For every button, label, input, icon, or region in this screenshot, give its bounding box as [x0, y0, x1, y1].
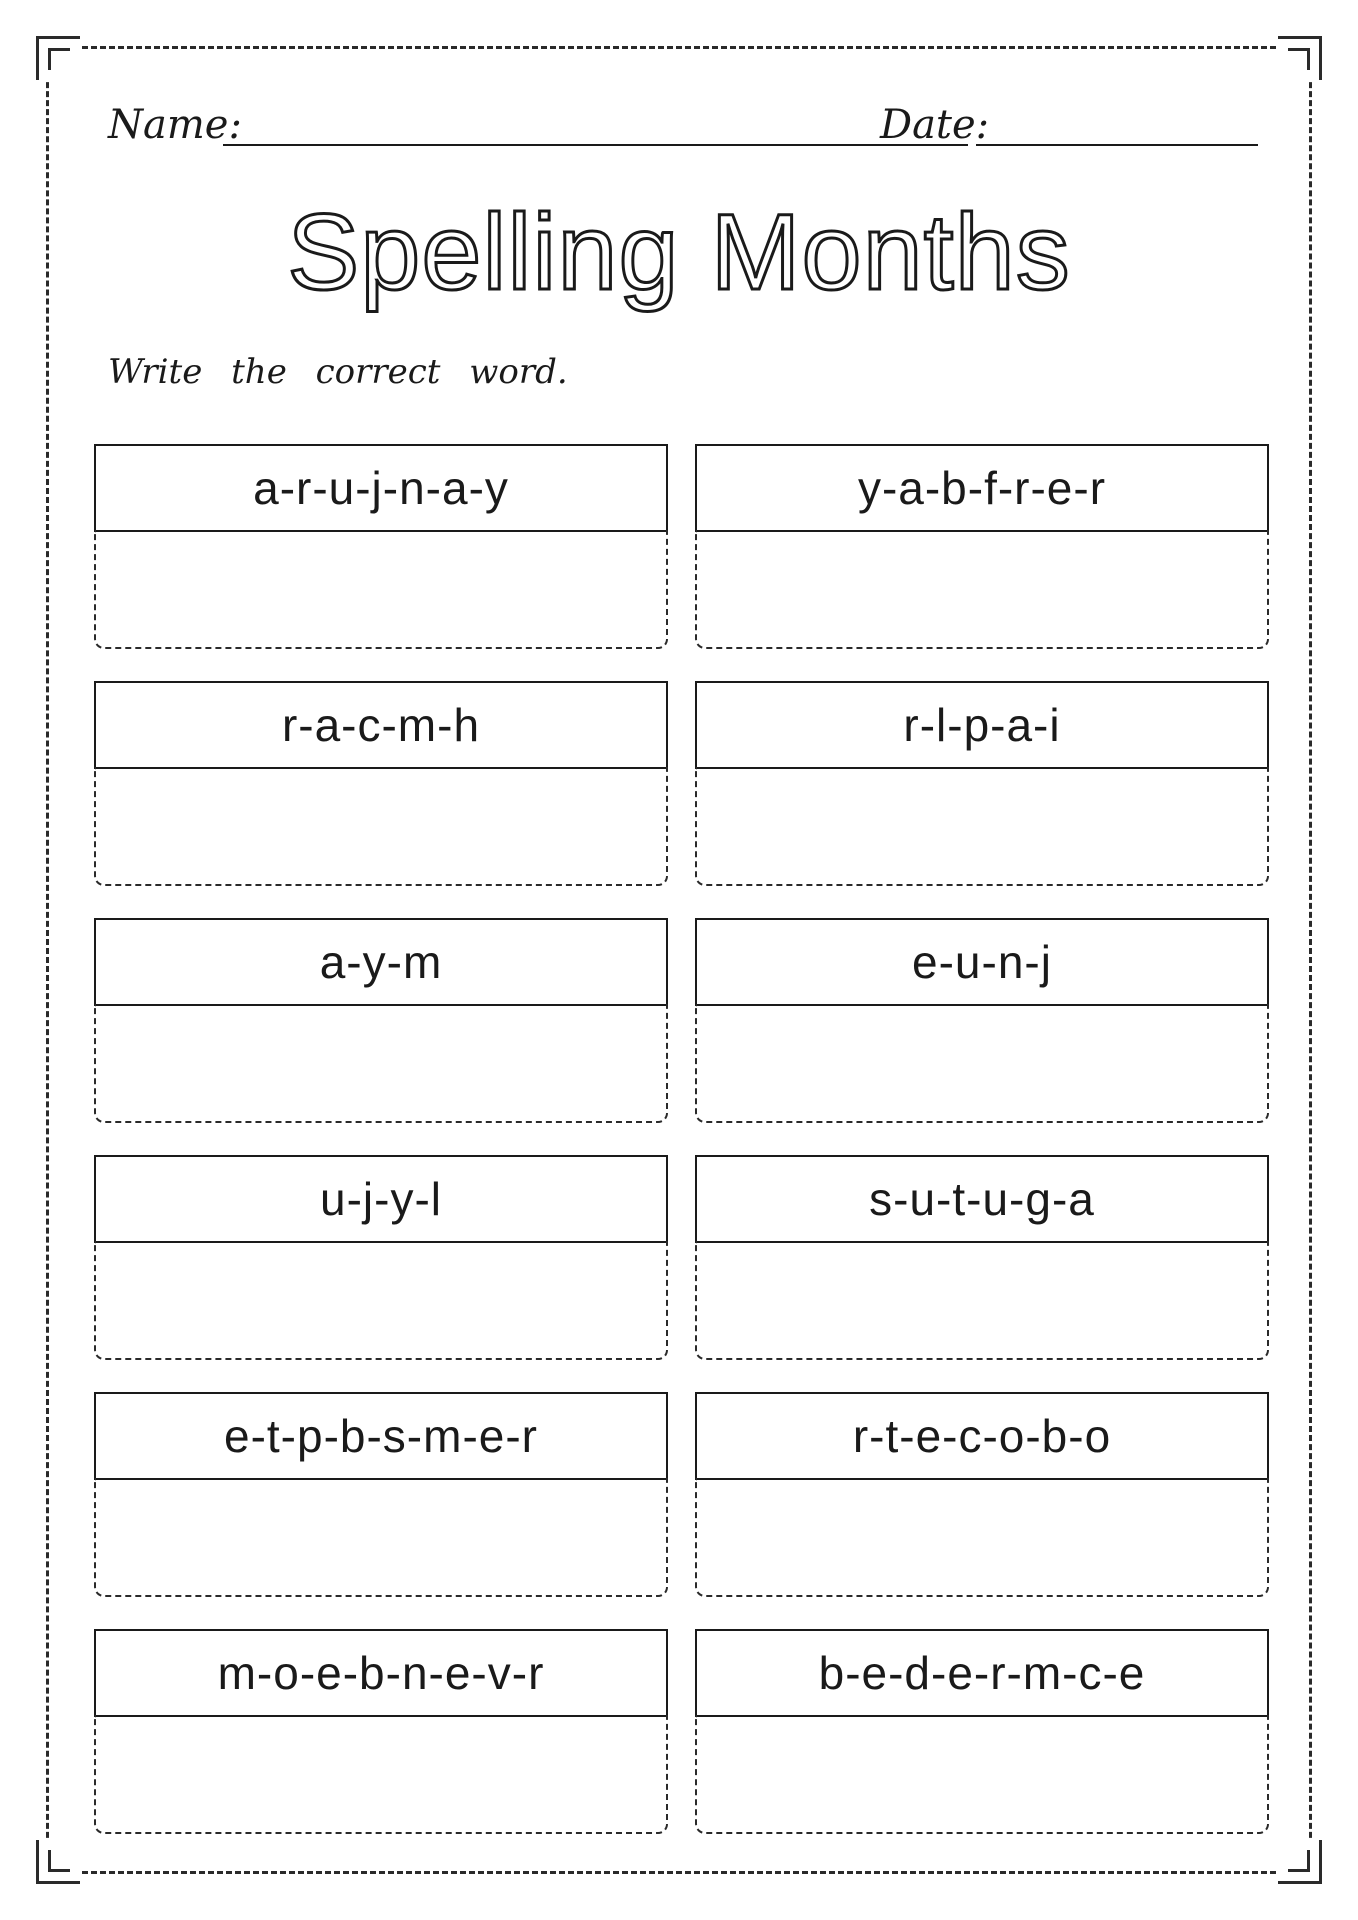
page-title: Spelling Months	[287, 191, 1071, 312]
word-card	[695, 1629, 1269, 1834]
word-card	[94, 444, 668, 649]
answer-box[interactable]	[695, 1715, 1269, 1834]
word-card	[94, 918, 668, 1123]
scrambled-word: r-l-p-a-i	[695, 681, 1269, 769]
scrambled-word: e-u-n-j	[695, 918, 1269, 1006]
instruction-text: Write the correct word.	[108, 352, 568, 392]
scrambled-word: r-t-e-c-o-b-o	[695, 1392, 1269, 1480]
word-card	[94, 1629, 668, 1834]
corner-decoration-top-left	[36, 36, 80, 80]
name-label: Name:	[108, 102, 242, 148]
scrambled-word: s-u-t-u-g-a	[695, 1155, 1269, 1243]
name-field[interactable]	[223, 144, 968, 146]
answer-box[interactable]	[94, 1241, 668, 1360]
scrambled-word: e-t-p-b-s-m-e-r	[94, 1392, 668, 1480]
scrambled-word: r-a-c-m-h	[94, 681, 668, 769]
scrambled-word: u-j-y-l	[94, 1155, 668, 1243]
answer-box[interactable]	[695, 530, 1269, 649]
answer-box[interactable]	[695, 1004, 1269, 1123]
word-card	[695, 681, 1269, 886]
scrambled-word: m-o-e-b-n-e-v-r	[94, 1629, 668, 1717]
answer-box[interactable]	[94, 530, 668, 649]
word-card	[94, 1155, 668, 1360]
scrambled-word: a-r-u-j-n-a-y	[94, 444, 668, 532]
word-card	[94, 681, 668, 886]
answer-box[interactable]	[94, 1715, 668, 1834]
corner-decoration-bottom-left	[36, 1840, 80, 1884]
header-fields	[108, 100, 1258, 150]
scrambled-word: y-a-b-f-r-e-r	[695, 444, 1269, 532]
word-card	[695, 918, 1269, 1123]
word-card	[94, 1392, 668, 1597]
date-label: Date:	[880, 102, 990, 148]
answer-box[interactable]	[94, 767, 668, 886]
scrambled-word: b-e-d-e-r-m-c-e	[695, 1629, 1269, 1717]
scrambled-word: a-y-m	[94, 918, 668, 1006]
answer-box[interactable]	[695, 1241, 1269, 1360]
date-field[interactable]	[976, 144, 1258, 146]
answer-box[interactable]	[94, 1004, 668, 1123]
corner-decoration-top-right	[1278, 36, 1322, 80]
answer-box[interactable]	[94, 1478, 668, 1597]
corner-decoration-bottom-right	[1278, 1840, 1322, 1884]
answer-box[interactable]	[695, 1478, 1269, 1597]
word-card	[695, 1392, 1269, 1597]
word-card	[695, 444, 1269, 649]
answer-box[interactable]	[695, 767, 1269, 886]
word-card	[695, 1155, 1269, 1360]
